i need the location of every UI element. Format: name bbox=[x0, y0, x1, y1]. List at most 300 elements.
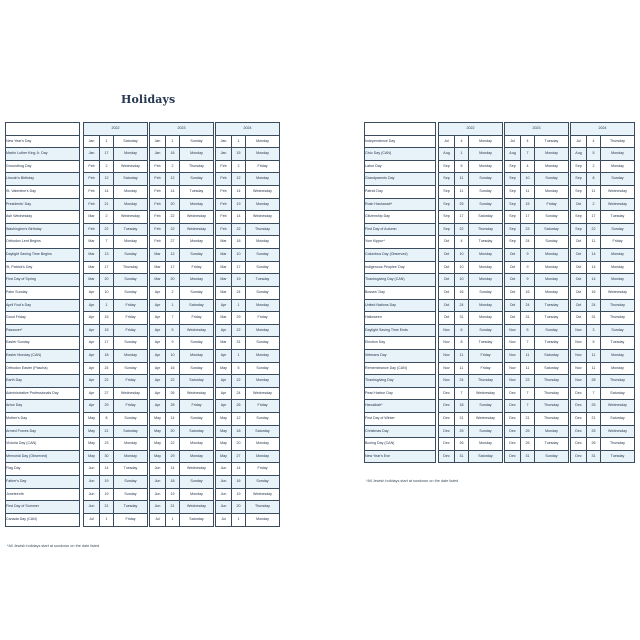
month-2024: Oct bbox=[571, 261, 587, 274]
weekday-2024: Monday bbox=[246, 375, 280, 388]
weekday-2023: Sunday bbox=[180, 362, 214, 375]
month-2022: Oct bbox=[439, 299, 455, 312]
holiday-row bbox=[365, 160, 635, 173]
day-2024: 11 bbox=[587, 236, 601, 249]
month-2023: Oct bbox=[505, 312, 521, 325]
weekday-2024: Monday bbox=[601, 160, 635, 173]
month-2022: Jan bbox=[84, 148, 100, 161]
day-2023: 1 bbox=[166, 135, 180, 148]
month-2024: Feb bbox=[216, 186, 232, 199]
weekday-2024: Monday bbox=[601, 362, 635, 375]
day-2024: 31 bbox=[232, 337, 246, 350]
month-2022: Apr bbox=[84, 349, 100, 362]
month-2022: Mar bbox=[84, 274, 100, 287]
month-2022: May bbox=[84, 413, 100, 426]
holiday-name: New Year's Eve bbox=[365, 450, 436, 463]
weekday-2023: Monday bbox=[535, 425, 569, 438]
holiday-row bbox=[6, 413, 280, 426]
day-2023: 25 bbox=[521, 425, 535, 438]
day-2023: 14 bbox=[166, 463, 180, 476]
weekday-2022: Monday bbox=[114, 148, 148, 161]
weekday-2022: Sunday bbox=[469, 286, 503, 299]
weekday-2024: Monday bbox=[246, 299, 280, 312]
day-2024: 11 bbox=[587, 349, 601, 362]
month-2023: Sep bbox=[505, 236, 521, 249]
weekday-2023: Thursday bbox=[535, 413, 569, 426]
holiday-row bbox=[365, 312, 635, 325]
month-2024: Oct bbox=[571, 274, 587, 287]
weekday-2024: Thursday bbox=[246, 501, 280, 514]
month-2023: Nov bbox=[505, 324, 521, 337]
holiday-row bbox=[6, 299, 280, 312]
holiday-row bbox=[365, 337, 635, 350]
weekday-2022: Monday bbox=[114, 236, 148, 249]
holiday-name: Daylight Saving Time Ends bbox=[365, 324, 436, 337]
day-2022: 21 bbox=[100, 501, 114, 514]
day-2023: 7 bbox=[521, 337, 535, 350]
weekday-2024: Monday bbox=[246, 173, 280, 186]
weekday-2024: Sunday bbox=[246, 249, 280, 262]
weekday-2023: Sunday bbox=[535, 173, 569, 186]
holiday-row bbox=[6, 173, 280, 186]
month-2022: Oct bbox=[439, 274, 455, 287]
holiday-name: Father's Day bbox=[6, 476, 80, 489]
weekday-2022: Sunday bbox=[469, 186, 503, 199]
weekday-2022: Monday bbox=[114, 349, 148, 362]
day-2024: 27 bbox=[232, 450, 246, 463]
weekday-2024: Sunday bbox=[601, 324, 635, 337]
weekday-2022: Monday bbox=[469, 249, 503, 262]
month-2023: Apr bbox=[150, 387, 166, 400]
day-2024: 18 bbox=[232, 236, 246, 249]
holiday-name: Arbor Day bbox=[6, 400, 80, 413]
day-2022: 31 bbox=[455, 450, 469, 463]
day-2024: 1 bbox=[232, 349, 246, 362]
weekday-2024: Monday bbox=[601, 349, 635, 362]
month-2022: Apr bbox=[84, 286, 100, 299]
day-2024: 16 bbox=[232, 476, 246, 489]
day-2022: 1 bbox=[100, 299, 114, 312]
day-2024: 1 bbox=[232, 513, 246, 526]
month-2024: Mar bbox=[216, 236, 232, 249]
weekday-2024: Thursday bbox=[601, 438, 635, 451]
day-2023: 24 bbox=[521, 236, 535, 249]
weekday-2023: Wednesday bbox=[180, 211, 214, 224]
day-2023: 28 bbox=[166, 400, 180, 413]
weekday-2024: Thursday bbox=[601, 375, 635, 388]
month-2022: Sep bbox=[439, 211, 455, 224]
weekday-2024: Monday bbox=[246, 148, 280, 161]
day-2024: 12 bbox=[232, 173, 246, 186]
day-2023: 1 bbox=[166, 299, 180, 312]
month-2022: Aug bbox=[439, 148, 455, 161]
holiday-name: Patriot Day bbox=[365, 186, 436, 199]
weekday-2024: Friday bbox=[601, 236, 635, 249]
month-2022: Mar bbox=[84, 236, 100, 249]
month-2023: Sep bbox=[505, 211, 521, 224]
day-2022: 8 bbox=[455, 337, 469, 350]
month-2023: Jan bbox=[150, 135, 166, 148]
weekday-2022: Wednesday bbox=[114, 211, 148, 224]
day-2023: 23 bbox=[521, 223, 535, 236]
day-2024: 19 bbox=[232, 488, 246, 501]
day-2023: 26 bbox=[521, 438, 535, 451]
day-2023: 22 bbox=[166, 223, 180, 236]
month-2023: Sep bbox=[505, 198, 521, 211]
day-2023: 21 bbox=[166, 501, 180, 514]
day-2023: 4 bbox=[521, 135, 535, 148]
month-2023: Jun bbox=[150, 463, 166, 476]
month-2024: Jun bbox=[216, 501, 232, 514]
day-2022: 1 bbox=[100, 135, 114, 148]
day-2023: 11 bbox=[521, 362, 535, 375]
holiday-row bbox=[365, 223, 635, 236]
holiday-name: Veterans Day bbox=[365, 349, 436, 362]
day-2024: 21 bbox=[587, 413, 601, 426]
holiday-name: Groundhog Day bbox=[6, 160, 80, 173]
day-2024: 4 bbox=[587, 135, 601, 148]
holiday-name: Election Day bbox=[365, 337, 436, 350]
weekday-2022: Thursday bbox=[114, 261, 148, 274]
holiday-row bbox=[6, 450, 280, 463]
weekday-2023: Monday bbox=[180, 488, 214, 501]
day-2023: 20 bbox=[166, 274, 180, 287]
day-2023: 18 bbox=[166, 476, 180, 489]
day-2022: 4 bbox=[455, 236, 469, 249]
holiday-row bbox=[6, 286, 280, 299]
day-2024: 14 bbox=[232, 463, 246, 476]
holiday-row bbox=[6, 349, 280, 362]
weekday-2023: Tuesday bbox=[535, 337, 569, 350]
holiday-row bbox=[6, 198, 280, 211]
day-2022: 15 bbox=[100, 324, 114, 337]
weekday-2022: Tuesday bbox=[469, 337, 503, 350]
holiday-name: Good Friday bbox=[6, 312, 80, 325]
day-2023: 1 bbox=[166, 513, 180, 526]
month-2024: May bbox=[216, 450, 232, 463]
weekday-2022: Wednesday bbox=[469, 387, 503, 400]
holiday-name: Palm Sunday bbox=[6, 286, 80, 299]
month-2022: Mar bbox=[84, 249, 100, 262]
day-2022: 16 bbox=[455, 286, 469, 299]
weekday-2022: Monday bbox=[469, 299, 503, 312]
month-2022: Sep bbox=[439, 186, 455, 199]
day-2023: 7 bbox=[521, 400, 535, 413]
month-2023: Apr bbox=[150, 349, 166, 362]
month-2024: Oct bbox=[571, 236, 587, 249]
holiday-name: Daylight Saving Time Begins bbox=[6, 249, 80, 262]
holidays-list-right bbox=[365, 135, 635, 463]
day-2024: 31 bbox=[587, 312, 601, 325]
month-2024: Sep bbox=[571, 223, 587, 236]
month-2022: Oct bbox=[439, 312, 455, 325]
day-2023: 7 bbox=[166, 312, 180, 325]
weekday-2023: Monday bbox=[180, 236, 214, 249]
weekday-2024: Sunday bbox=[246, 413, 280, 426]
day-2023: 31 bbox=[521, 312, 535, 325]
month-2024: Apr bbox=[216, 387, 232, 400]
month-2023: Mar bbox=[150, 274, 166, 287]
day-2022: 18 bbox=[455, 400, 469, 413]
day-2023: 19 bbox=[166, 488, 180, 501]
month-2024: Dec bbox=[571, 425, 587, 438]
holiday-row bbox=[6, 463, 280, 476]
holiday-row bbox=[6, 362, 280, 375]
weekday-2023: Tuesday bbox=[535, 438, 569, 451]
day-2022: 13 bbox=[100, 249, 114, 262]
day-2024: 31 bbox=[587, 450, 601, 463]
holiday-row bbox=[365, 299, 635, 312]
holiday-name: Earth Day bbox=[6, 375, 80, 388]
month-2023: Mar bbox=[150, 261, 166, 274]
weekday-2024: Monday bbox=[246, 324, 280, 337]
month-2022: Sep bbox=[439, 173, 455, 186]
holiday-row bbox=[365, 324, 635, 337]
day-2024: 22 bbox=[232, 223, 246, 236]
day-2023: 22 bbox=[166, 438, 180, 451]
weekday-2022: Saturday bbox=[469, 450, 503, 463]
holidays-table-right bbox=[364, 122, 635, 463]
weekday-2023: Sunday bbox=[535, 211, 569, 224]
weekday-2024: Wednesday bbox=[601, 286, 635, 299]
holiday-row bbox=[365, 349, 635, 362]
day-2022: 15 bbox=[100, 312, 114, 325]
holiday-name: Boxing Day (CAN) bbox=[365, 438, 436, 451]
month-2023: Feb bbox=[150, 160, 166, 173]
holiday-name: Orthodox Lent Begins bbox=[6, 236, 80, 249]
day-2022: 25 bbox=[455, 425, 469, 438]
month-2024: Mar bbox=[216, 274, 232, 287]
day-2024: 2 bbox=[232, 160, 246, 173]
day-2024: 20 bbox=[232, 501, 246, 514]
weekday-2024: Sunday bbox=[246, 261, 280, 274]
day-2022: 26 bbox=[455, 438, 469, 451]
month-2024: Jun bbox=[216, 463, 232, 476]
month-2023: Feb bbox=[150, 236, 166, 249]
month-2024: Dec bbox=[571, 387, 587, 400]
day-2022: 4 bbox=[455, 135, 469, 148]
day-2023: 4 bbox=[521, 160, 535, 173]
weekday-2022: Sunday bbox=[114, 286, 148, 299]
weekday-2022: Sunday bbox=[114, 362, 148, 375]
month-2024: Jan bbox=[216, 135, 232, 148]
weekday-2024: Wednesday bbox=[246, 488, 280, 501]
month-2024: Dec bbox=[571, 438, 587, 451]
month-2022: Apr bbox=[84, 324, 100, 337]
month-2022: Sep bbox=[439, 160, 455, 173]
weekday-2023: Saturday bbox=[180, 299, 214, 312]
weekday-2024: Friday bbox=[246, 160, 280, 173]
month-2023: May bbox=[150, 425, 166, 438]
weekday-2023: Wednesday bbox=[180, 387, 214, 400]
month-2023: Apr bbox=[150, 299, 166, 312]
month-2022: Apr bbox=[84, 312, 100, 325]
holiday-name: Juneteenth bbox=[6, 488, 80, 501]
day-2023: 2 bbox=[166, 286, 180, 299]
day-2022: 7 bbox=[100, 236, 114, 249]
month-2024: Oct bbox=[571, 249, 587, 262]
holiday-row bbox=[6, 135, 280, 148]
weekday-2022: Sunday bbox=[469, 425, 503, 438]
day-2023: 20 bbox=[166, 425, 180, 438]
day-2024: 5 bbox=[587, 337, 601, 350]
month-2022: Dec bbox=[439, 425, 455, 438]
day-2023: 23 bbox=[521, 375, 535, 388]
day-2022: 31 bbox=[455, 312, 469, 325]
day-2022: 1 bbox=[455, 148, 469, 161]
month-2022: Jun bbox=[84, 501, 100, 514]
holiday-row bbox=[6, 261, 280, 274]
weekday-2022: Saturday bbox=[114, 173, 148, 186]
month-2022: Feb bbox=[84, 198, 100, 211]
day-2024: 1 bbox=[232, 299, 246, 312]
holiday-row bbox=[6, 438, 280, 451]
weekday-2023: Thursday bbox=[535, 387, 569, 400]
day-2023: 10 bbox=[521, 173, 535, 186]
month-2023: Jun bbox=[150, 501, 166, 514]
weekday-2023: Monday bbox=[535, 148, 569, 161]
month-2022: Sep bbox=[439, 223, 455, 236]
weekday-2023: Saturday bbox=[535, 349, 569, 362]
weekday-2022: Tuesday bbox=[114, 501, 148, 514]
day-2022: 6 bbox=[455, 324, 469, 337]
holiday-row bbox=[6, 476, 280, 489]
day-2024: 5 bbox=[587, 148, 601, 161]
day-2022: 30 bbox=[100, 450, 114, 463]
month-2022: Nov bbox=[439, 362, 455, 375]
month-2023: Feb bbox=[150, 186, 166, 199]
month-2023: Sep bbox=[505, 160, 521, 173]
day-2022: 10 bbox=[455, 274, 469, 287]
weekday-2023: Friday bbox=[535, 198, 569, 211]
day-2023: 17 bbox=[521, 211, 535, 224]
day-2022: 21 bbox=[455, 413, 469, 426]
month-2024: Mar bbox=[216, 337, 232, 350]
month-2024: Nov bbox=[571, 375, 587, 388]
month-2023: Jun bbox=[150, 488, 166, 501]
weekday-2023: Sunday bbox=[180, 476, 214, 489]
month-2023: Nov bbox=[505, 349, 521, 362]
day-2024: 26 bbox=[232, 400, 246, 413]
holiday-name: Orthodox Easter (Pascha) bbox=[6, 362, 80, 375]
month-2024: Nov bbox=[571, 337, 587, 350]
holiday-row bbox=[6, 160, 280, 173]
weekday-2023: Friday bbox=[180, 400, 214, 413]
holiday-row bbox=[365, 274, 635, 287]
month-2022: Oct bbox=[439, 236, 455, 249]
holiday-row bbox=[6, 425, 280, 438]
holiday-row bbox=[365, 135, 635, 148]
weekday-2022: Sunday bbox=[114, 413, 148, 426]
holiday-name: First Day of Summer bbox=[6, 501, 80, 514]
day-2024: 22 bbox=[587, 223, 601, 236]
weekday-2023: Wednesday bbox=[180, 324, 214, 337]
weekday-2023: Saturday bbox=[535, 223, 569, 236]
holidays-table-left bbox=[5, 122, 280, 527]
holiday-name: Columbus Day (Observed) bbox=[365, 249, 436, 262]
weekday-2022: Monday bbox=[114, 450, 148, 463]
weekday-2023: Sunday bbox=[180, 249, 214, 262]
day-2024: 14 bbox=[232, 211, 246, 224]
month-2023: Apr bbox=[150, 337, 166, 350]
holiday-row bbox=[365, 249, 635, 262]
year-header-2023: 2023 bbox=[150, 123, 214, 136]
weekday-2023: Sunday bbox=[180, 135, 214, 148]
day-2023: 7 bbox=[521, 148, 535, 161]
weekday-2022: Friday bbox=[114, 299, 148, 312]
holiday-name: Pearl Harbor Day bbox=[365, 387, 436, 400]
day-2024: 22 bbox=[232, 324, 246, 337]
holiday-name: First Day of Spring bbox=[6, 274, 80, 287]
day-2022: 1 bbox=[100, 513, 114, 526]
weekday-2024: Wednesday bbox=[601, 425, 635, 438]
month-2023: Feb bbox=[150, 173, 166, 186]
day-2022: 24 bbox=[455, 375, 469, 388]
month-2024: Sep bbox=[571, 160, 587, 173]
day-2022: 14 bbox=[100, 463, 114, 476]
day-2024: 28 bbox=[587, 375, 601, 388]
footnote-left: *All Jewish holidays start at sundown on the date listed bbox=[7, 544, 100, 548]
holiday-row bbox=[365, 198, 635, 211]
weekday-2023: Monday bbox=[180, 438, 214, 451]
weekday-2024: Tuesday bbox=[246, 274, 280, 287]
weekday-2024: Friday bbox=[246, 463, 280, 476]
weekday-2022: Wednesday bbox=[469, 413, 503, 426]
day-2024: 2 bbox=[587, 198, 601, 211]
day-2022: 17 bbox=[100, 261, 114, 274]
holiday-name: Washington's Birthday bbox=[6, 223, 80, 236]
holiday-row bbox=[6, 223, 280, 236]
month-2023: Jan bbox=[150, 148, 166, 161]
weekday-2023: Thursday bbox=[535, 400, 569, 413]
holiday-row bbox=[365, 173, 635, 186]
day-2023: 31 bbox=[521, 450, 535, 463]
day-2023: 15 bbox=[521, 198, 535, 211]
weekday-2022: Monday bbox=[114, 198, 148, 211]
holiday-row bbox=[6, 148, 280, 161]
holiday-name: Victoria Day (CAN) bbox=[6, 438, 80, 451]
month-2023: Oct bbox=[505, 274, 521, 287]
day-2022: 8 bbox=[100, 413, 114, 426]
month-2023: May bbox=[150, 450, 166, 463]
holiday-name: First Day of Winter bbox=[365, 413, 436, 426]
weekday-2024: Monday bbox=[601, 148, 635, 161]
month-2023: Mar bbox=[150, 249, 166, 262]
day-2022: 2 bbox=[100, 160, 114, 173]
month-2024: Nov bbox=[571, 362, 587, 375]
holiday-name: Armed Forces Day bbox=[6, 425, 80, 438]
month-2022: Dec bbox=[439, 400, 455, 413]
month-2022: Apr bbox=[84, 337, 100, 350]
month-2024: Apr bbox=[216, 324, 232, 337]
month-2023: Feb bbox=[150, 223, 166, 236]
header-blank-cell bbox=[6, 123, 80, 136]
holiday-row bbox=[6, 249, 280, 262]
month-2024: Apr bbox=[216, 400, 232, 413]
month-2022: Apr bbox=[84, 375, 100, 388]
day-2024: 3 bbox=[587, 324, 601, 337]
weekday-2024: Saturday bbox=[246, 425, 280, 438]
month-2022: Dec bbox=[439, 387, 455, 400]
holiday-name: United Nations Day bbox=[365, 299, 436, 312]
day-2023: 5 bbox=[166, 324, 180, 337]
day-2023: 9 bbox=[521, 249, 535, 262]
holiday-row bbox=[6, 324, 280, 337]
day-2024: 11 bbox=[587, 186, 601, 199]
month-2024: Oct bbox=[571, 286, 587, 299]
month-2023: Jun bbox=[150, 476, 166, 489]
day-2022: 11 bbox=[455, 186, 469, 199]
